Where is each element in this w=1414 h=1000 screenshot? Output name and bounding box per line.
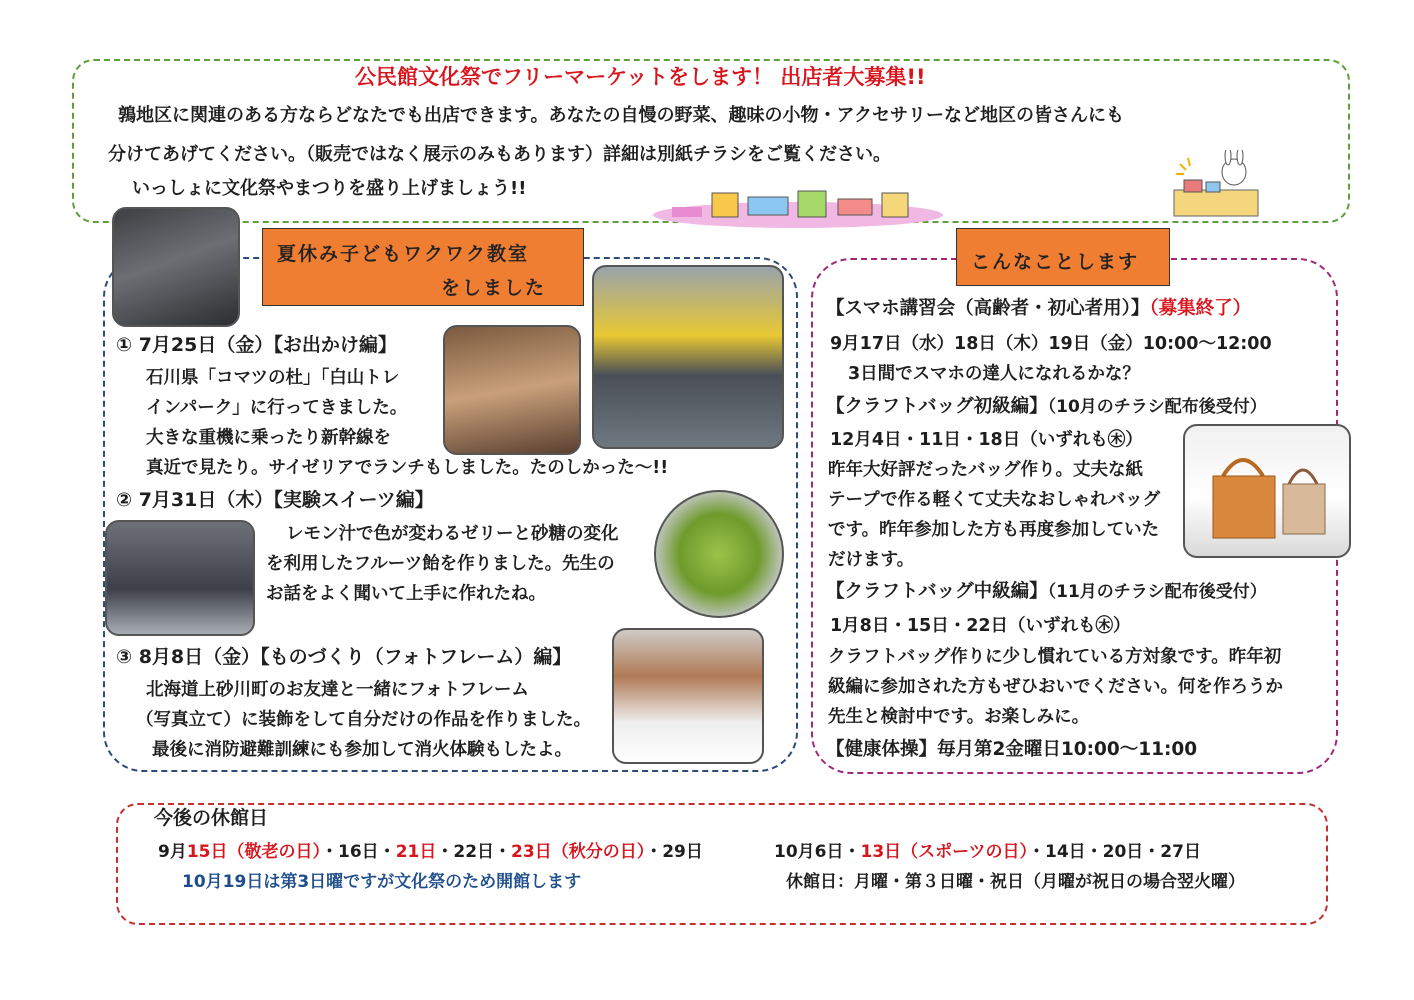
craft-basic-title xyxy=(826,395,1267,419)
sep-29: ・29日 xyxy=(645,842,703,862)
photo-fruit-candy-making xyxy=(105,520,255,636)
craft-basic-date: 12月4日・11日・18日（いずれも㊍） xyxy=(830,430,1143,450)
flea-market-title: 公民館文化祭でフリーマーケットをします！ 出店者大募集!! xyxy=(355,65,926,89)
photo-photo-frame-craft xyxy=(612,628,764,764)
photo-heavy-machine xyxy=(112,207,240,327)
flea-market-line-2: 分けてあげてください。（販売ではなく展示のみもあります）詳細は別紙チラシをご覧ください。 xyxy=(108,144,891,165)
rabbit-shop-illustration xyxy=(1168,150,1264,222)
craft-basic-line-1: 昨年大好評だったバッグ作り。丈夫な紙 xyxy=(828,460,1143,480)
photo-fruit-candy xyxy=(654,490,784,618)
closed-days-september xyxy=(158,840,703,864)
oct-6: 10月6日・ xyxy=(774,842,861,862)
event-2-line-3: お話をよく聞いて上手に作れたね。 xyxy=(266,584,546,604)
event-2-line-2: を利用したフルーツ飴を作りました。先生の xyxy=(266,554,615,574)
event-1-line-1: 石川県「コマツの杜」「白山トレ xyxy=(146,368,400,388)
craft-intermediate-line-3: 先生と検討中です。お楽しみに。 xyxy=(828,707,1090,727)
health-exercise-time: 毎月第2金曜日10:00～11:00 xyxy=(937,739,1198,760)
craft-bags-illustration xyxy=(1185,426,1351,558)
craft-intermediate-note: （11月のチラシ配布後受付） xyxy=(1047,582,1267,602)
craft-intermediate-name: 【クラフトバッグ中級編】 xyxy=(826,581,1048,602)
event-1-title: ① 7月25日（金）【お出かけ編】 xyxy=(116,334,397,356)
sep-21: 21日 xyxy=(395,842,437,862)
sep-22: ・22日・ xyxy=(436,842,512,862)
flea-market-line-1: 鶉地区に関連のある方ならどなたでも出店できます。あなたの自慢の野菜、趣味の小物・アクセサリーなど地区の皆さんにも xyxy=(118,105,1125,126)
oct-13-holiday: 13日（スポーツの日） xyxy=(860,842,1028,862)
health-exercise xyxy=(826,738,1197,762)
craft-intermediate-title xyxy=(826,580,1267,604)
photo-shinkansen-group xyxy=(592,265,784,449)
event-3-title: ③ 8月8日（金）【ものづくり（フォトフレーム）編】 xyxy=(116,646,572,668)
closed-days-heading: 今後の休館日 xyxy=(154,807,269,829)
smartphone-class-date: 9月17日（水）18日（木）19日（金）10:00～12:00 xyxy=(830,334,1272,354)
craft-intermediate-date: 1月8日・15日・22日（いずれも㊍） xyxy=(830,616,1131,636)
closed-days-box xyxy=(116,803,1328,925)
summer-class-heading xyxy=(262,228,584,306)
plans-heading: こんなことします xyxy=(956,228,1170,286)
event-2-title: ② 7月31日（木）【実験スイーツ編】 xyxy=(116,489,434,511)
flea-market-line-3: いっしょに文化祭やまつりを盛り上げましょう!! xyxy=(132,178,527,199)
health-exercise-name: 【健康体操】 xyxy=(826,739,938,760)
sep-15-holiday: 15日（敬老の日） xyxy=(186,842,322,862)
event-1-line-3: 大きな重機に乗ったり新幹線を xyxy=(146,428,391,448)
sep-label: 9月 xyxy=(158,842,187,862)
smartphone-class-note: 3日間でスマホの達人になれるかな？ xyxy=(848,364,1140,384)
craft-basic-line-2: テープで作る軽くて丈夫なおしゃれバッグ xyxy=(828,490,1161,510)
event-3-line-3: 最後に消防避難訓練にも参加して消火体験もしたよ。 xyxy=(152,740,572,760)
event-1-line-2: インパーク」に行ってきました。 xyxy=(146,398,408,418)
smartphone-class-name: 【スマホ講習会（高齢者・初心者用）】 xyxy=(826,298,1150,319)
summer-heading-line-1: 夏休み子どもワクワク教室 xyxy=(277,243,530,265)
festival-open-note: 10月19日は第3日曜ですが文化祭のため開館します xyxy=(182,872,582,892)
summer-heading-line-2: をしました xyxy=(441,277,547,299)
craft-basic-line-4: だけます。 xyxy=(828,550,915,570)
oct-14-20-27: ・14日・20日・27日 xyxy=(1027,842,1201,862)
craft-basic-line-3: です。昨年参加した方も再度参加していた xyxy=(828,520,1160,540)
closed-days-october xyxy=(774,840,1201,864)
smartphone-class-status: （募集終了） xyxy=(1149,298,1252,319)
photo-restaurant-lunch xyxy=(443,325,581,455)
craft-basic-name: 【クラフトバッグ初級編】 xyxy=(826,396,1048,417)
craft-basic-note: （10月のチラシ配布後受付） xyxy=(1047,397,1267,417)
closed-days-rule: 休館日：月曜・第３日曜・祝日（月曜が祝日の場合翌火曜） xyxy=(786,872,1245,892)
event-3-line-1: 北海道上砂川町のお友達と一緒にフォトフレーム xyxy=(146,680,529,700)
craft-intermediate-line-1: クラフトバッグ作りに少し慣れている方対象です。昨年初 xyxy=(828,647,1282,667)
event-3-line-2: （写真立て）に装飾をして自分だけの作品を作りました。 xyxy=(136,710,591,730)
event-1-line-4: 真近で見たり。サイゼリアでランチもしました。たのしかった～!! xyxy=(146,458,669,478)
sep-16: ・16日・ xyxy=(321,842,396,862)
sep-23-holiday: 23日（秋分の日） xyxy=(511,842,646,862)
goods-illustration xyxy=(652,185,944,229)
craft-intermediate-line-2: 級編に参加された方もぜひおいでください。何を作ろうか xyxy=(828,677,1283,697)
event-2-line-1: レモン汁で色が変わるゼリーと砂糖の変化 xyxy=(286,524,619,544)
smartphone-class-title xyxy=(826,297,1251,321)
photo-craft-bags xyxy=(1183,424,1351,558)
